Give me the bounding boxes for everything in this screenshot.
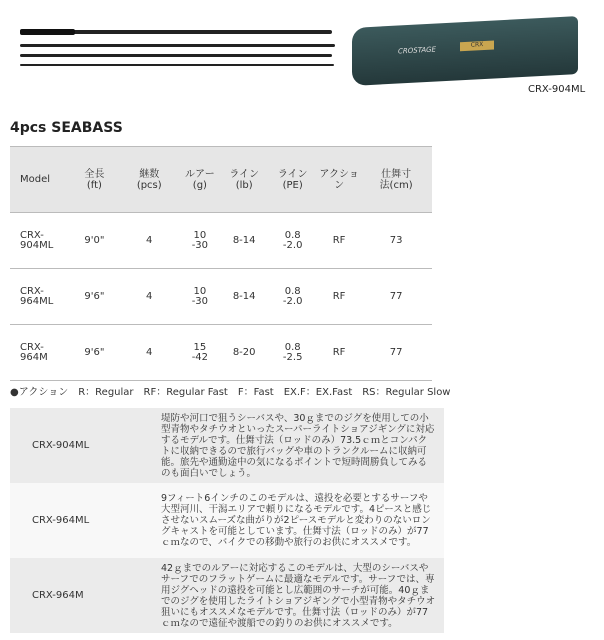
- table-cell: RF: [318, 325, 360, 381]
- table-cell: 4: [120, 269, 179, 325]
- column-header: Model: [10, 147, 69, 213]
- description-model: CRX-964M: [32, 590, 84, 601]
- column-header: 仕舞寸 法(cm): [360, 147, 432, 213]
- table-row: [10, 325, 432, 381]
- column-header: ライン (lb): [221, 147, 267, 213]
- column-header: ルアー (g): [179, 147, 221, 213]
- table-cell: 9'6": [69, 269, 120, 325]
- column-header: 継数 (pcs): [120, 147, 179, 213]
- table-cell: 77: [360, 269, 432, 325]
- table-cell: 0.8 -2.5: [267, 325, 318, 381]
- case-logo: CROSTAGE: [398, 45, 436, 56]
- table-cell: 4: [120, 213, 179, 269]
- table-cell: RF: [318, 213, 360, 269]
- table-row: [10, 213, 432, 269]
- description-model: CRX-964ML: [32, 515, 90, 526]
- case-badge: CRX: [460, 40, 494, 51]
- column-header: ライン (PE): [267, 147, 318, 213]
- description-text: 9フィート6インチのこのモデルは、遠投を必要とするサーフや大型河川、干潟エリアで頼りになるモデルです。4ピースと感じさせないスムーズな曲がりが2ピースモデルと変わりのないロングキャストを可能としています。仕舞寸法（ロッドのみ）が77ｃｍなので、バイクでの移動や旅行のお供にオススメです。: [161, 493, 432, 548]
- table-cell: 4: [120, 325, 179, 381]
- table-cell: 8-20: [221, 325, 267, 381]
- table-cell: 9'6": [69, 325, 120, 381]
- description-row: [10, 483, 444, 558]
- table-cell: RF: [318, 269, 360, 325]
- table-cell: 10 -30: [179, 269, 221, 325]
- description-text: 堤防や河口で狙うシーバスや、30ｇまでのジグを使用しての小型青物やタチウオといったスーパーライトショアジギングに対応するモデルです。仕舞寸法（ロッドのみ）73.5ｃｍとコンパクトに収納できるので旅行バッグや車のトランクルームに収納可能。旅先や通勤途中の気になるポイントで短時間勝負してみるのも面白いでしょう。: [161, 412, 435, 479]
- description-model: CRX-904ML: [32, 440, 90, 451]
- table-cell: 15 -42: [179, 325, 221, 381]
- table-cell: 73: [360, 213, 432, 269]
- table-cell: 10 -30: [179, 213, 221, 269]
- table-cell: 0.8 -2.0: [267, 213, 318, 269]
- table-cell: 77: [360, 325, 432, 381]
- description-row: [10, 558, 444, 633]
- table-cell: 8-14: [221, 213, 267, 269]
- image-caption: CRX-904ML: [528, 84, 586, 95]
- action-legend: ●アクション R：Regular RF：Regular Fast F：Fast EX.F：EX.Fast RS：Regular Slow: [10, 387, 451, 398]
- description-row: [10, 408, 444, 483]
- section-title: 4pcs SEABASS: [10, 120, 123, 136]
- column-header: 全長 (ft): [69, 147, 120, 213]
- table-cell: 8-14: [221, 269, 267, 325]
- spec-table: [10, 146, 432, 381]
- table-cell: CRX-964M: [10, 325, 69, 381]
- table-row: [10, 269, 432, 325]
- description-text: 42ｇまでのルアーに対応するこのモデルは、大型のシーバスやサーフでのフラットゲームに最適なモデルです。サーフでは、専用ジグヘッドの遠投を可能とし広範囲のサーチが可能。40ｇまでのジグを使用したライトショアジギングで小型青物やタチウオ狙いにもオススメなモデルです。仕舞寸法（ロッドのみ）が77ｃｍなので遠征や渡船での釣りのお供にオススメです。: [161, 562, 436, 629]
- table-cell: CRX-964ML: [10, 269, 69, 325]
- table-cell: 9'0": [69, 213, 120, 269]
- description-table: [10, 408, 444, 633]
- table-cell: CRX-904ML: [10, 213, 69, 269]
- table-cell: 0.8 -2.0: [267, 269, 318, 325]
- rod-case-image: [352, 16, 578, 86]
- column-header: アクション: [318, 147, 360, 213]
